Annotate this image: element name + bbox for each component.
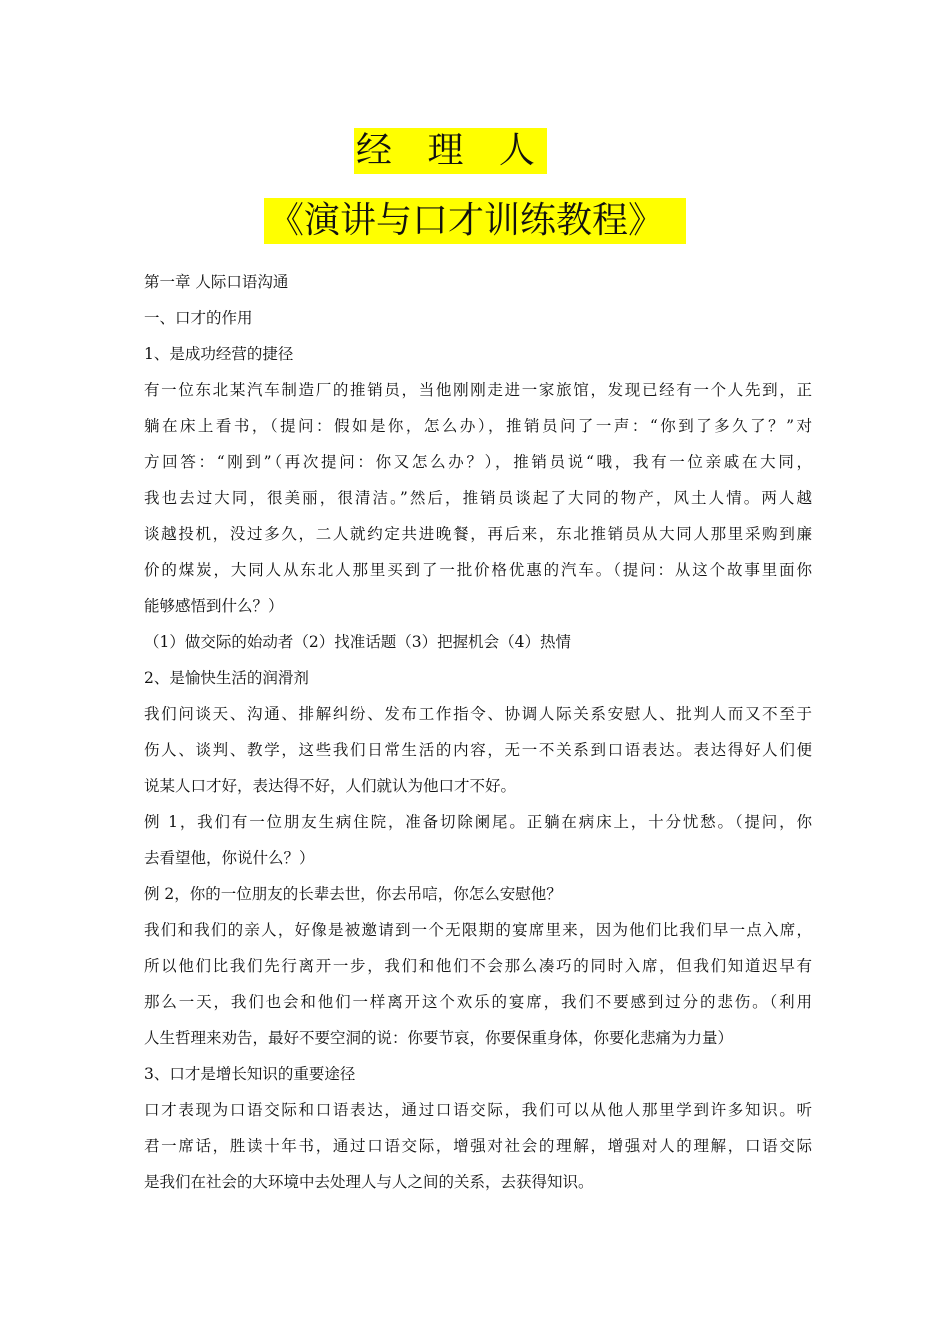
- paragraph-line: 我们问谈天、沟通、排解纠纷、发布工作指令、协调人际关系安慰人、批判人而又不至于: [144, 705, 812, 723]
- body-text: [144, 264, 812, 1200]
- chapter-heading: 第一章 人际口语沟通: [144, 273, 289, 291]
- subsection-heading: 1、是成功经营的捷径: [144, 345, 294, 363]
- paragraph-line: 是我们在社会的大环境中去处理人与人之间的关系，去获得知识。: [144, 1173, 594, 1191]
- paragraph-line: 价的煤炭，大同人从东北人那里买到了一批价格优惠的汽车。（提问：从这个故事里面你: [144, 561, 812, 579]
- title-line-2: 《演讲与口才训练教程》: [264, 198, 686, 244]
- section-heading: 一、口才的作用: [144, 309, 253, 327]
- paragraph-line: 谈越投机，没过多久，二人就约定共进晚餐，再后来，东北推销员从大同人那里采购到廉: [144, 525, 812, 543]
- example-line: 例 2，你的一位朋友的长辈去世，你去吊唁，你怎么安慰他？: [144, 885, 562, 903]
- subsection-heading: 2、是愉快生活的润滑剂: [144, 669, 309, 687]
- paragraph-line: 伤人、谈判、教学，这些我们日常生活的内容，无一不关系到口语表达。表达得好人们便: [144, 741, 812, 759]
- paragraph-line: 能够感悟到什么？）: [144, 597, 284, 615]
- title-line-1: 经 理 人: [354, 128, 547, 174]
- paragraph-line: 我们和我们的亲人，好像是被邀请到一个无限期的宴席里来，因为他们比我们早一点入席，: [144, 921, 812, 939]
- paragraph-line: 躺在床上看书，（提问：假如是你，怎么办），推销员问了一声：“你到了多久了？”对: [144, 417, 812, 435]
- example-line: 例 1，我们有一位朋友生病住院，准备切除阑尾。正躺在病床上，十分忧愁。（提问，你: [144, 813, 812, 831]
- key-points: （1）做交际的始动者（2）找准话题（3）把握机会（4）热情: [144, 633, 571, 651]
- subsection-heading: 3、口才是增长知识的重要途径: [144, 1065, 356, 1083]
- paragraph-line: 口才表现为口语交际和口语表达，通过口语交际，我们可以从他人那里学到许多知识。听: [144, 1101, 812, 1119]
- paragraph-line: 方回答：“刚到”（再次提问：你又怎么办？），推销员说“哦，我有一位亲戚在大同，: [144, 453, 812, 471]
- paragraph-line: 人生哲理来劝告，最好不要空洞的说：你要节哀，你要保重身体，你要化悲痛为力量）: [144, 1029, 734, 1047]
- paragraph-line: 君一席话，胜读十年书，通过口语交际，增强对社会的理解，增强对人的理解，口语交际: [144, 1137, 812, 1155]
- paragraph-line: 说某人口才好，表达得不好，人们就认为他口才不好。: [144, 777, 517, 795]
- example-line: 去看望他，你说什么？）: [144, 849, 315, 867]
- paragraph-line: 那么一天，我们也会和他们一样离开这个欢乐的宴席，我们不要感到过分的悲伤。（利用: [144, 993, 812, 1011]
- paragraph-line: 我也去过大同，很美丽，很清洁。”然后，推销员谈起了大同的物产，风土人情。两人越: [144, 489, 812, 507]
- paragraph-line: 有一位东北某汽车制造厂的推销员，当他刚刚走进一家旅馆，发现已经有一个人先到，正: [144, 381, 812, 399]
- paragraph-line: 所以他们比我们先行离开一步，我们和他们不会那么凑巧的同时入席，但我们知道迟早有: [144, 957, 812, 975]
